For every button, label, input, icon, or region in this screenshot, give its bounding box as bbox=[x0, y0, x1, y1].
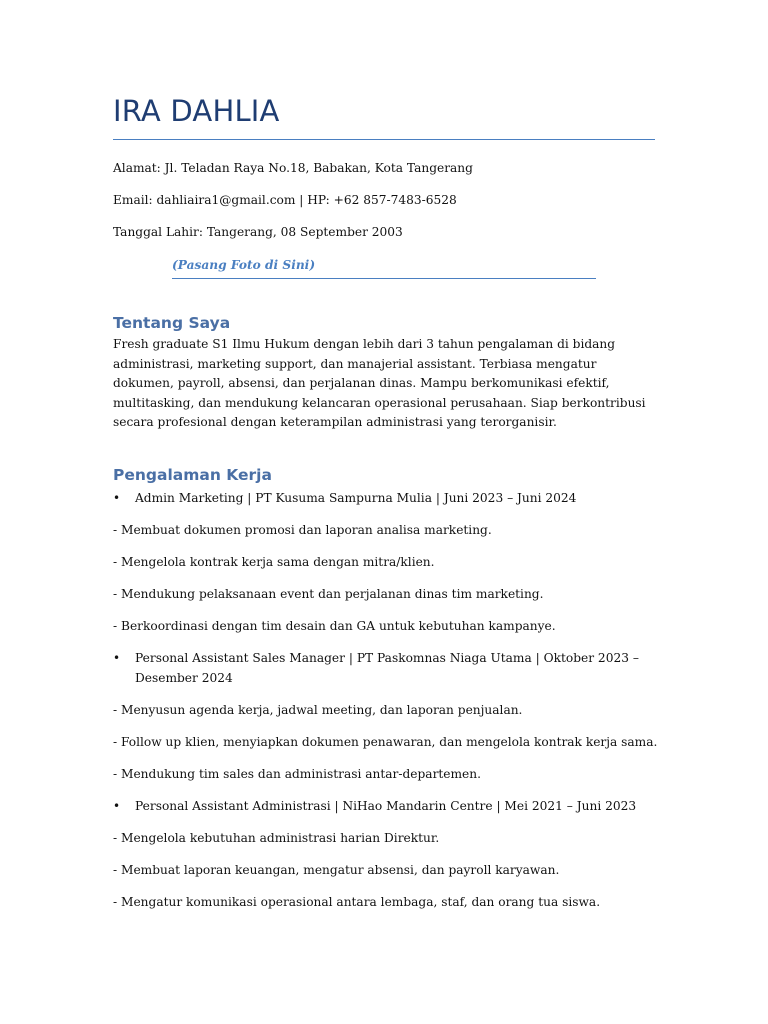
job-task: - Follow up klien, menyiapkan dokumen penawaran, dan mengelola kontrak kerja sama. bbox=[113, 735, 658, 749]
resume-name: IRA DAHLIA bbox=[113, 94, 280, 128]
photo-divider bbox=[172, 278, 596, 279]
job-title-text: Personal Assistant Administrasi | NiHao Mandarin Centre | Mei 2021 – Juni 2023 bbox=[135, 799, 637, 813]
job-task: - Mengatur komunikasi operasional antara lembaga, staf, dan orang tua siswa. bbox=[113, 895, 601, 909]
job-task: - Mengelola kontrak kerja sama dengan mitra/klien. bbox=[113, 555, 435, 569]
job-task: - Membuat laporan keuangan, mengatur absensi, dan payroll karyawan. bbox=[113, 863, 560, 877]
birth-line: Tanggal Lahir: Tangerang, 08 September 2003 bbox=[113, 225, 403, 239]
job-title-text: Admin Marketing | PT Kusuma Sampurna Mulia | Juni 2023 – Juni 2024 bbox=[135, 491, 577, 505]
job-task: - Berkoordinasi dengan tim desain dan GA untuk kebutuhan kampanye. bbox=[113, 619, 556, 633]
job-title-text: Personal Assistant Sales Manager | PT Paskomnas Niaga Utama | Oktober 2023 – Desember 2024 bbox=[135, 651, 639, 685]
bullet-icon: • bbox=[113, 651, 121, 665]
contact-line: Email: dahliaira1@gmail.com | HP: +62 857-7483-6528 bbox=[113, 193, 457, 207]
about-paragraph: Fresh graduate S1 Ilmu Hukum dengan lebih dari 3 tahun pengalaman di bidang administrasi, marketing support, dan manajerial assistant. Terbiasa mengatur dokumen, payroll, absensi, dan perjalanan dinas. Mampu berkomunikasi efektif, multitasking, dan mendukung kelancaran operasional perusahaan. Siap berkontribusi secara profesional dengan keterampilan administrasi yang terorganisir. bbox=[113, 337, 646, 430]
bullet-icon: • bbox=[113, 799, 121, 813]
job-task: - Menyusun agenda kerja, jadwal meeting, dan laporan penjualan. bbox=[113, 703, 523, 717]
job-task: - Mendukung pelaksanaan event dan perjalanan dinas tim marketing. bbox=[113, 587, 544, 601]
name-divider bbox=[113, 139, 655, 140]
job-task: - Membuat dokumen promosi dan laporan analisa marketing. bbox=[113, 523, 492, 537]
experience-heading: Pengalaman Kerja bbox=[113, 466, 272, 484]
job-task: - Mendukung tim sales dan administrasi antar-departemen. bbox=[113, 767, 481, 781]
job-title bbox=[113, 488, 653, 508]
job-task: - Mengelola kebutuhan administrasi harian Direktur. bbox=[113, 831, 440, 845]
bullet-icon: • bbox=[113, 491, 121, 505]
job-title bbox=[113, 648, 653, 688]
photo-placeholder: (Pasang Foto di Sini) bbox=[172, 258, 316, 272]
job-title bbox=[113, 796, 653, 816]
about-heading: Tentang Saya bbox=[113, 314, 231, 332]
address-line: Alamat: Jl. Teladan Raya No.18, Babakan, Kota Tangerang bbox=[113, 161, 473, 175]
